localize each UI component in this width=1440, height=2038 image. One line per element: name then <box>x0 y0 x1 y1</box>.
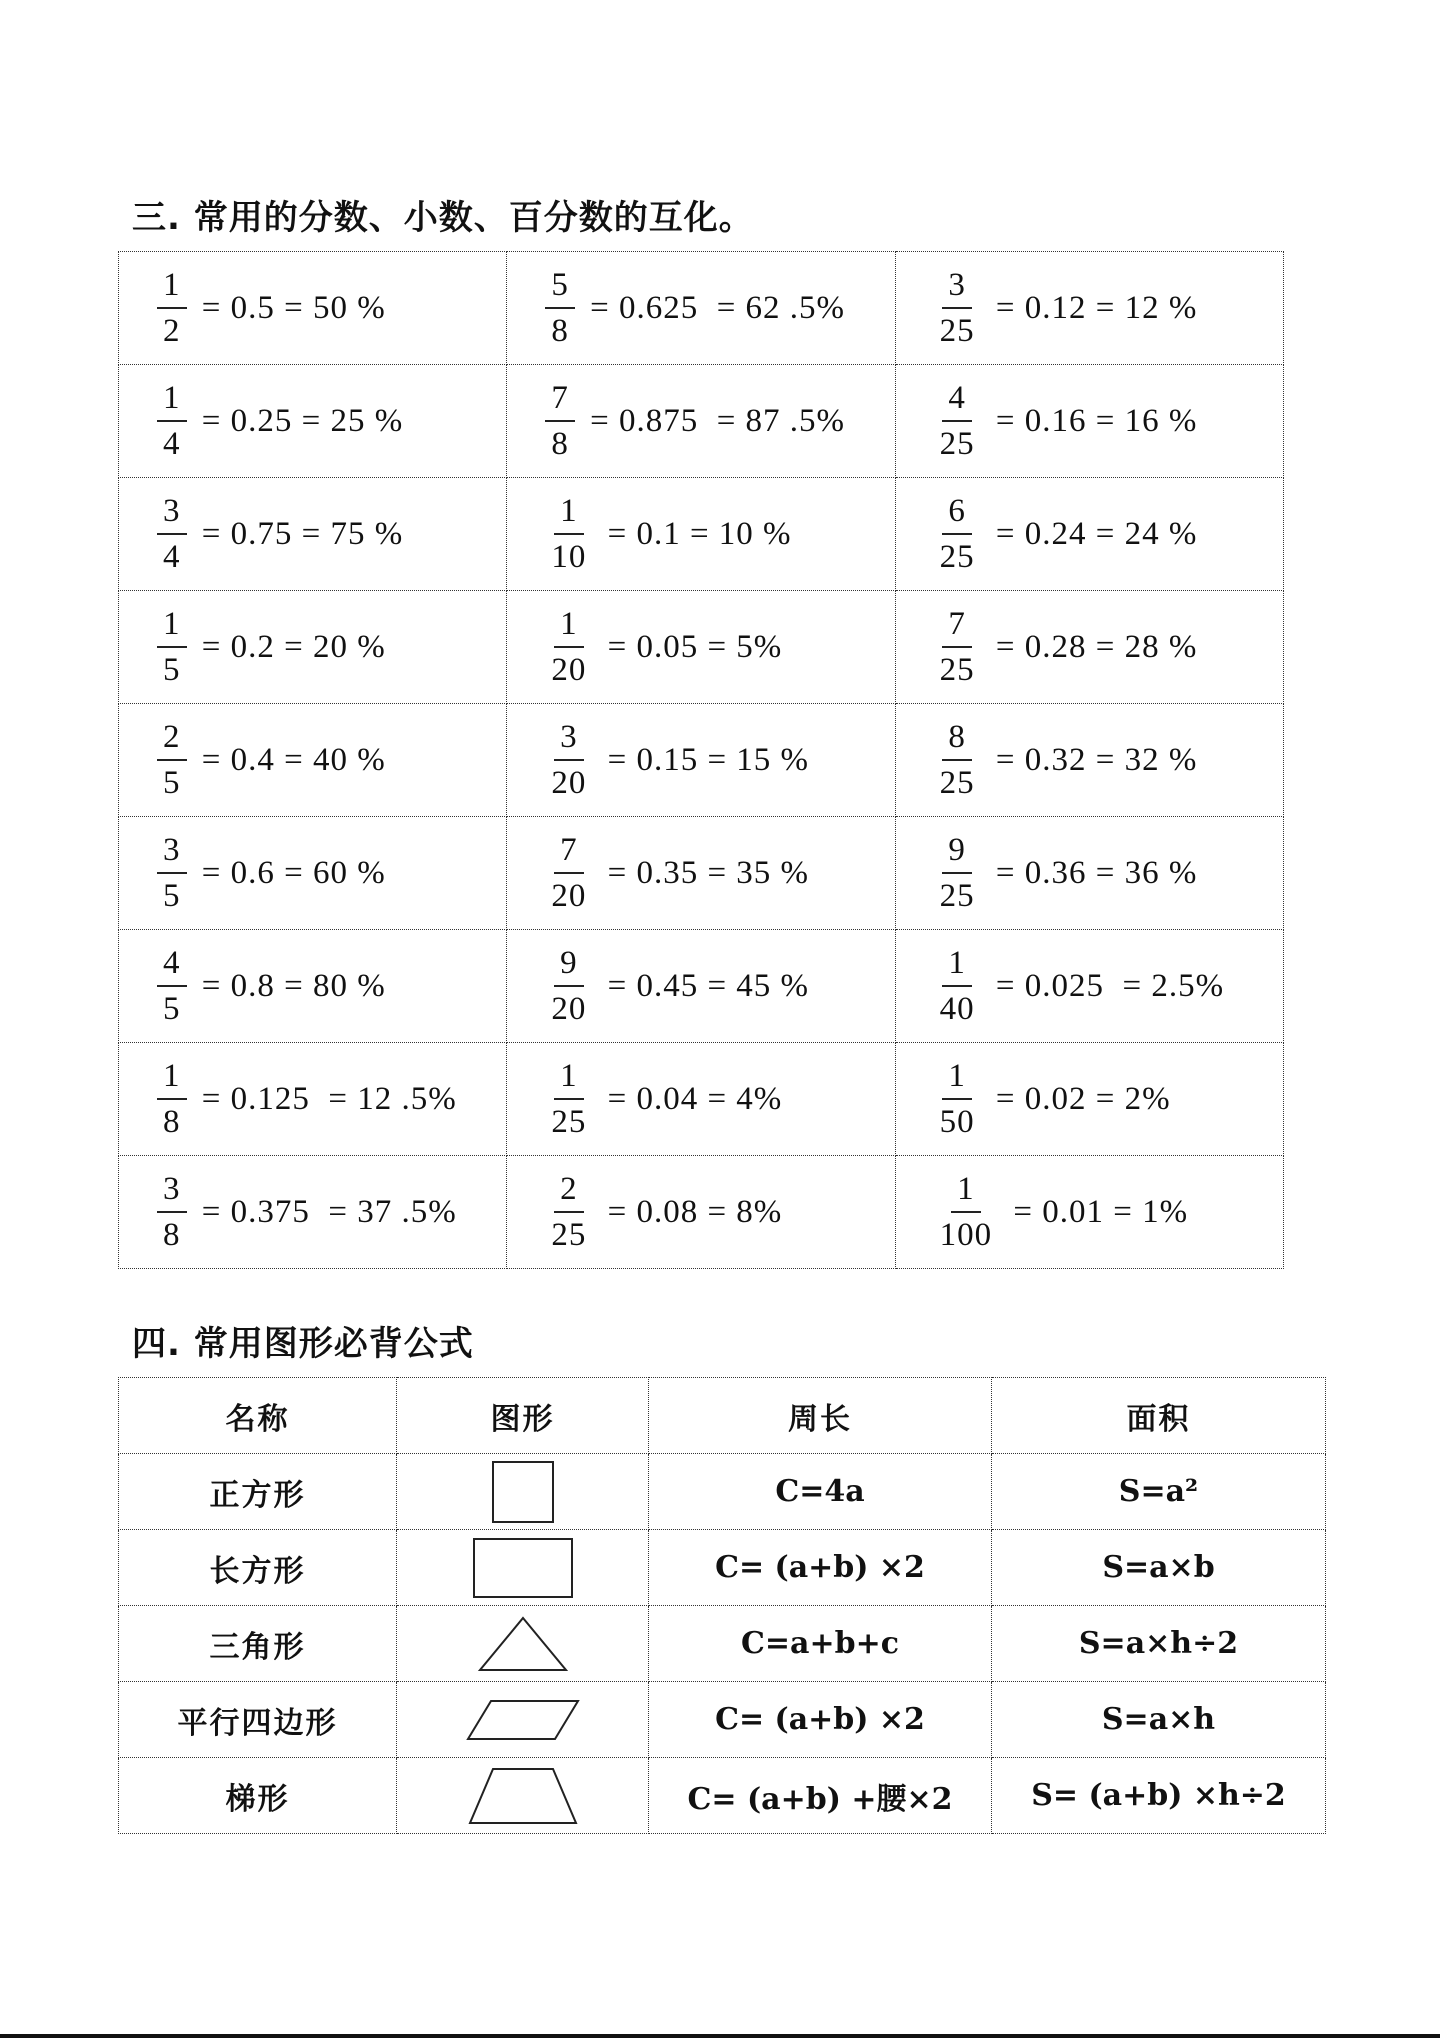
shape-name: 正方形 <box>119 1454 397 1530</box>
decimal-percent: = 0.36 = 36 % <box>986 854 1198 891</box>
fraction-conversion-table <box>118 251 1284 1269</box>
conversion-equation <box>934 605 1198 688</box>
fraction <box>934 831 981 914</box>
conversion-cell <box>507 930 895 1043</box>
conversion-cell <box>895 478 1283 591</box>
conversion-equation <box>545 944 810 1027</box>
conversion-equation <box>934 944 1225 1027</box>
numerator: 7 <box>545 382 575 422</box>
decimal-percent: = 0.08 = 8% <box>598 1193 783 1230</box>
rectangle-icon <box>397 1530 649 1606</box>
conversion-equation <box>934 379 1198 462</box>
numerator: 6 <box>942 495 972 535</box>
decimal-percent: = 0.625 = 62 .5% <box>580 289 846 326</box>
conversion-equation <box>934 492 1198 575</box>
trapezoid-icon <box>397 1758 649 1834</box>
decimal-percent: = 0.04 = 4% <box>598 1080 783 1117</box>
conversion-cell <box>119 817 507 930</box>
numerator: 3 <box>554 721 584 761</box>
fraction <box>934 379 981 462</box>
table-row <box>119 817 1284 930</box>
numerator: 9 <box>942 834 972 874</box>
area-formula: S= (a+b) ×h÷2 <box>992 1758 1326 1834</box>
conversion-equation <box>157 1057 457 1140</box>
numerator: 4 <box>157 947 187 987</box>
decimal-percent: = 0.125 = 12 .5% <box>192 1080 457 1117</box>
fraction <box>545 944 592 1027</box>
numerator: 3 <box>157 1173 187 1213</box>
decimal-percent: = 0.375 = 37 .5% <box>192 1193 457 1230</box>
conversion-equation <box>934 266 1198 349</box>
shape-name: 梯形 <box>119 1758 397 1834</box>
fraction <box>545 605 592 688</box>
fraction <box>545 379 575 462</box>
fraction <box>934 605 981 688</box>
denominator: 40 <box>939 990 975 1027</box>
fraction <box>157 379 187 462</box>
table-row <box>119 1454 1326 1530</box>
fraction <box>157 605 187 688</box>
fraction <box>934 492 981 575</box>
conversion-equation <box>157 266 386 349</box>
fraction <box>157 944 187 1027</box>
conversion-cell <box>507 478 895 591</box>
decimal-percent: = 0.6 = 60 % <box>192 854 386 891</box>
conversion-cell <box>895 1156 1283 1269</box>
decimal-percent: = 0.05 = 5% <box>598 628 783 665</box>
denominator: 25 <box>939 877 975 914</box>
decimal-percent: = 0.28 = 28 % <box>986 628 1198 665</box>
table-row <box>119 478 1284 591</box>
conversion-cell <box>119 704 507 817</box>
conversion-cell <box>507 1043 895 1156</box>
numerator: 5 <box>545 269 575 309</box>
header-area: 面积 <box>992 1378 1326 1454</box>
fraction <box>934 266 981 349</box>
conversion-cell <box>119 252 507 365</box>
numerator: 1 <box>554 495 584 535</box>
fraction <box>545 718 592 801</box>
fraction <box>157 1057 187 1140</box>
denominator: 8 <box>551 425 569 462</box>
conversion-cell <box>507 591 895 704</box>
decimal-percent: = 0.025 = 2.5% <box>986 967 1225 1004</box>
denominator: 10 <box>551 538 587 575</box>
numerator: 2 <box>157 721 187 761</box>
fraction <box>157 831 187 914</box>
conversion-equation <box>934 718 1198 801</box>
fraction <box>934 1170 999 1253</box>
numerator: 2 <box>554 1173 584 1213</box>
decimal-percent: = 0.8 = 80 % <box>192 967 386 1004</box>
denominator: 25 <box>939 764 975 801</box>
fraction <box>545 1057 592 1140</box>
perimeter-formula: C=4a <box>649 1454 992 1530</box>
conversion-equation <box>157 379 404 462</box>
denominator: 5 <box>163 651 181 688</box>
conversion-equation <box>157 718 386 801</box>
denominator: 25 <box>939 312 975 349</box>
perimeter-formula: C= (a+b) ×2 <box>649 1682 992 1758</box>
denominator: 20 <box>551 651 587 688</box>
denominator: 25 <box>939 651 975 688</box>
fraction <box>545 492 592 575</box>
decimal-percent: = 0.875 = 87 .5% <box>580 402 846 439</box>
denominator: 5 <box>163 764 181 801</box>
decimal-percent: = 0.01 = 1% <box>1004 1193 1189 1230</box>
decimal-percent: = 0.4 = 40 % <box>192 741 386 778</box>
denominator: 20 <box>551 764 587 801</box>
header-name: 名称 <box>119 1378 397 1454</box>
area-formula: S=a² <box>992 1454 1326 1530</box>
area-formula: S=a×b <box>992 1530 1326 1606</box>
denominator: 2 <box>163 312 181 349</box>
numerator: 3 <box>157 495 187 535</box>
conversion-cell <box>895 365 1283 478</box>
numerator: 1 <box>157 608 187 648</box>
table-row <box>119 1606 1326 1682</box>
conversion-cell <box>119 591 507 704</box>
numerator: 1 <box>157 382 187 422</box>
area-formula: S=a×h÷2 <box>992 1606 1326 1682</box>
decimal-percent: = 0.25 = 25 % <box>192 402 404 439</box>
section-title-conversions: 三. 常用的分数、小数、百分数的互化。 <box>132 198 754 238</box>
conversion-equation <box>545 1057 783 1140</box>
denominator: 4 <box>163 425 181 462</box>
perimeter-formula: C= (a+b) ×2 <box>649 1530 992 1606</box>
denominator: 25 <box>551 1103 587 1140</box>
table-row <box>119 704 1284 817</box>
conversion-cell <box>507 365 895 478</box>
area-formula: S=a×h <box>992 1682 1326 1758</box>
numerator: 1 <box>951 1173 981 1213</box>
numerator: 3 <box>942 269 972 309</box>
conversion-cell <box>119 365 507 478</box>
conversion-cell <box>119 930 507 1043</box>
denominator: 25 <box>939 425 975 462</box>
conversion-equation <box>545 718 810 801</box>
decimal-percent: = 0.16 = 16 % <box>986 402 1198 439</box>
conversion-equation <box>157 605 386 688</box>
decimal-percent: = 0.45 = 45 % <box>598 967 810 1004</box>
numerator: 1 <box>554 608 584 648</box>
conversion-equation <box>545 1170 783 1253</box>
decimal-percent: = 0.5 = 50 % <box>192 289 386 326</box>
conversion-cell <box>507 252 895 365</box>
conversion-cell <box>895 704 1283 817</box>
decimal-percent: = 0.2 = 20 % <box>192 628 386 665</box>
table-row <box>119 1758 1326 1834</box>
conversion-equation <box>934 1057 1171 1140</box>
decimal-percent: = 0.24 = 24 % <box>986 515 1198 552</box>
numerator: 1 <box>942 947 972 987</box>
fraction <box>934 1057 981 1140</box>
fraction <box>157 1170 187 1253</box>
conversion-equation <box>545 266 846 349</box>
conversion-equation <box>545 831 810 914</box>
denominator: 8 <box>551 312 569 349</box>
numerator: 8 <box>942 721 972 761</box>
denominator: 8 <box>163 1103 181 1140</box>
decimal-percent: = 0.12 = 12 % <box>986 289 1198 326</box>
table-row <box>119 365 1284 478</box>
conversion-equation <box>934 831 1198 914</box>
table-row <box>119 1156 1284 1269</box>
conversion-cell <box>507 1156 895 1269</box>
shape-name: 长方形 <box>119 1530 397 1606</box>
numerator: 3 <box>157 834 187 874</box>
table-row <box>119 1682 1326 1758</box>
fraction <box>934 944 981 1027</box>
conversion-cell <box>119 1043 507 1156</box>
conversion-cell <box>895 252 1283 365</box>
header-shape: 图形 <box>397 1378 649 1454</box>
conversion-equation <box>157 492 404 575</box>
denominator: 25 <box>939 538 975 575</box>
table-row <box>119 1043 1284 1156</box>
conversion-equation <box>545 492 792 575</box>
conversion-cell <box>119 1156 507 1269</box>
decimal-percent: = 0.02 = 2% <box>986 1080 1171 1117</box>
fraction <box>545 266 575 349</box>
square-icon <box>397 1454 649 1530</box>
numerator: 9 <box>554 947 584 987</box>
triangle-icon <box>397 1606 649 1682</box>
decimal-percent: = 0.32 = 32 % <box>986 741 1198 778</box>
table-row <box>119 252 1284 365</box>
conversion-cell <box>895 591 1283 704</box>
table-row <box>119 1530 1326 1606</box>
conversion-equation <box>545 605 783 688</box>
shape-formula-table <box>118 1377 1326 1834</box>
conversion-equation <box>934 1170 1189 1253</box>
section-title-formulas: 四. 常用图形必背公式 <box>132 1324 474 1364</box>
conversion-cell <box>507 817 895 930</box>
denominator: 5 <box>163 990 181 1027</box>
fraction <box>934 718 981 801</box>
denominator: 100 <box>939 1216 993 1253</box>
numerator: 1 <box>554 1060 584 1100</box>
denominator: 4 <box>163 538 181 575</box>
numerator: 4 <box>942 382 972 422</box>
fraction <box>157 718 187 801</box>
decimal-percent: = 0.35 = 35 % <box>598 854 810 891</box>
numerator: 1 <box>157 269 187 309</box>
conversion-equation <box>157 831 386 914</box>
numerator: 1 <box>942 1060 972 1100</box>
conversion-cell <box>895 817 1283 930</box>
table-row <box>119 930 1284 1043</box>
decimal-percent: = 0.75 = 75 % <box>192 515 404 552</box>
numerator: 1 <box>157 1060 187 1100</box>
denominator: 25 <box>551 1216 587 1253</box>
conversion-cell <box>895 930 1283 1043</box>
perimeter-formula: C= (a+b) +腰×2 <box>649 1758 992 1834</box>
table-row <box>119 591 1284 704</box>
page-bottom-border <box>0 2034 1440 2038</box>
conversion-cell <box>507 704 895 817</box>
conversion-equation <box>157 1170 457 1253</box>
fraction <box>545 831 592 914</box>
denominator: 20 <box>551 877 587 914</box>
denominator: 5 <box>163 877 181 914</box>
denominator: 20 <box>551 990 587 1027</box>
denominator: 8 <box>163 1216 181 1253</box>
numerator: 7 <box>554 834 584 874</box>
parallelogram-icon <box>397 1682 649 1758</box>
shape-name: 三角形 <box>119 1606 397 1682</box>
conversion-cell <box>895 1043 1283 1156</box>
decimal-percent: = 0.1 = 10 % <box>598 515 792 552</box>
fraction <box>157 492 187 575</box>
conversion-equation <box>157 944 386 1027</box>
conversion-cell <box>119 478 507 591</box>
conversion-equation <box>545 379 846 462</box>
table-header-row <box>119 1378 1326 1454</box>
fraction <box>157 266 187 349</box>
decimal-percent: = 0.15 = 15 % <box>598 741 810 778</box>
perimeter-formula: C=a+b+c <box>649 1606 992 1682</box>
numerator: 7 <box>942 608 972 648</box>
fraction <box>545 1170 592 1253</box>
shape-name: 平行四边形 <box>119 1682 397 1758</box>
header-perimeter: 周长 <box>649 1378 992 1454</box>
denominator: 50 <box>939 1103 975 1140</box>
